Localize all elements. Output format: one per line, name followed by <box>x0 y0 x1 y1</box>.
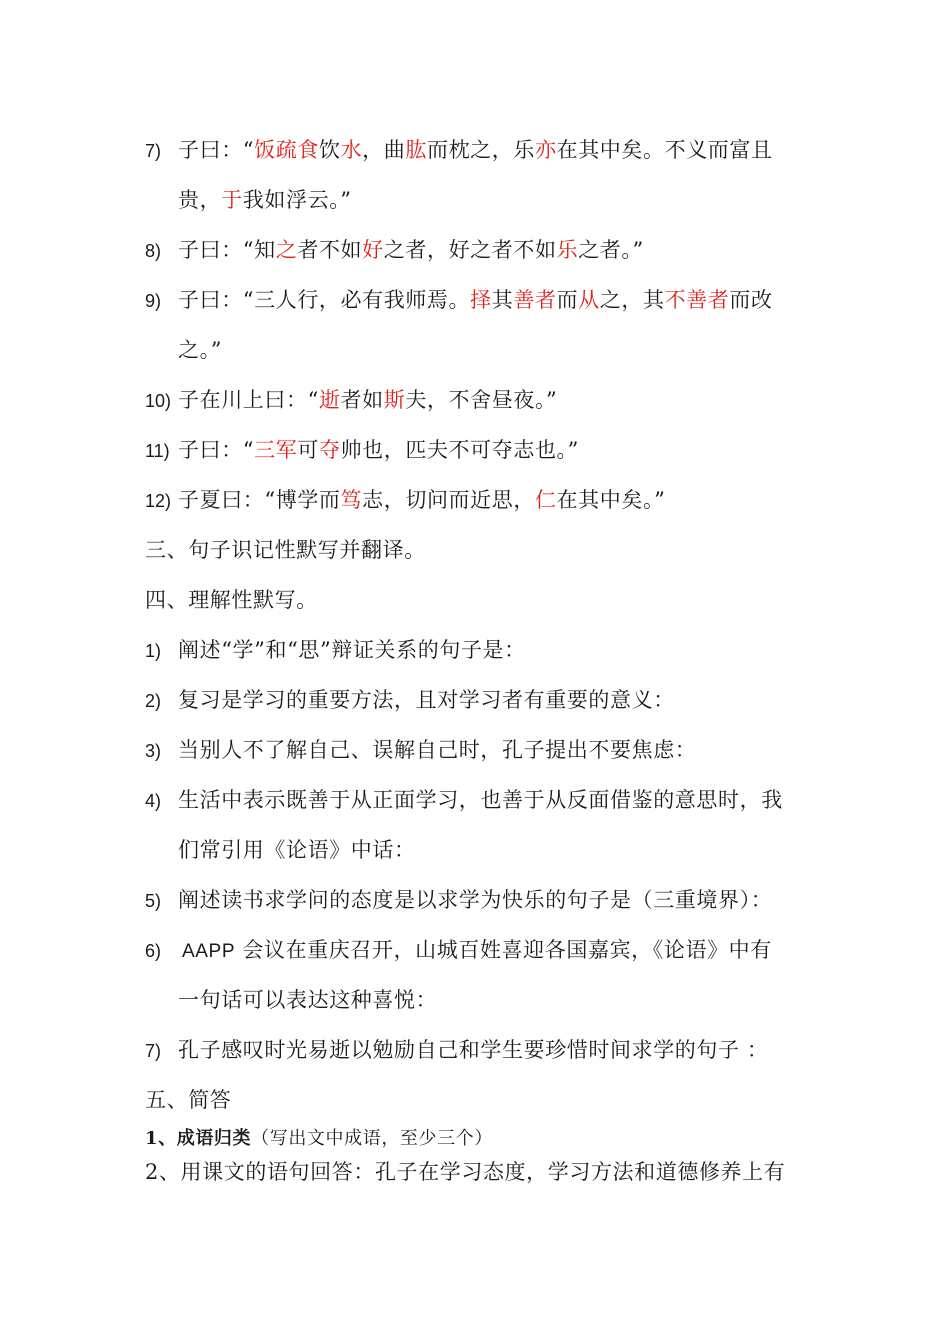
text-segment: 志，切问而近思， <box>362 488 535 512</box>
highlight-segment: 饭疏食 <box>254 138 319 162</box>
highlight-segment: 亦 <box>534 138 557 162</box>
highlight-segment: 斯 <box>383 388 406 412</box>
highlight-segment: 善者 <box>513 288 557 312</box>
item-text <box>178 135 773 165</box>
highlight-segment: 夺 <box>318 438 341 462</box>
highlight-segment: 不善者 <box>664 288 730 312</box>
text-segment: 子在川上曰：“ <box>178 388 319 412</box>
text-segment: 之者。” <box>578 238 644 262</box>
text-segment: 在其中矣。” <box>556 488 666 512</box>
item-number: 8) <box>145 241 162 261</box>
highlight-segment: 水 <box>340 138 363 162</box>
item-text: 复习是学习的重要方法，且对学习者有重要的意义： <box>178 688 675 712</box>
item-number: 3) <box>145 741 162 761</box>
item-number: 1) <box>145 641 162 661</box>
item-text: 当别人不了解自己、误解自己时，孔子提出不要焦虑： <box>178 738 697 762</box>
text-segment: 而枕之，乐 <box>426 138 535 162</box>
item-text <box>178 485 665 515</box>
text-segment: 贵， <box>178 188 222 212</box>
item-text <box>178 435 579 465</box>
highlight-segment: 好 <box>362 238 384 262</box>
highlight-segment: 笃 <box>340 488 363 512</box>
abbreviation: AAPP <box>182 941 236 962</box>
highlight-segment: 从 <box>578 288 600 312</box>
item-continuation <box>178 185 352 215</box>
item-number: 10) <box>145 391 172 411</box>
text-segment: 饮 <box>318 138 341 162</box>
item-number: 7) <box>145 1041 162 1061</box>
item-number: 6) <box>145 941 162 961</box>
text-segment: ，曲 <box>362 138 406 162</box>
text-segment: 其 <box>491 288 514 312</box>
text-segment: 子曰：“三人行，必有我师焉。 <box>178 288 471 312</box>
question-2: 2、用课文的语句回答：孔子在学习态度，学习方法和道德修养上有 <box>145 1160 786 1184</box>
text-segment: 而改 <box>729 288 773 312</box>
text-segment: 之。” <box>178 338 223 362</box>
text-segment: 子曰：“知 <box>178 238 276 262</box>
item-text: 阐述读书求学问的态度是以求学为快乐的句子是（三重境界）： <box>178 888 773 912</box>
item-text: 阐述“学”和“思”辩证关系的句子是： <box>178 638 526 662</box>
item-text <box>178 385 557 415</box>
section-heading-5: 五、简答 <box>145 1088 232 1112</box>
question-note: （写出文中成语，至少三个） <box>251 1128 493 1149</box>
highlight-segment: 肱 <box>405 138 427 162</box>
highlight-segment: 三军 <box>254 438 298 462</box>
item-number: 2) <box>145 691 162 711</box>
text-segment: 夫，不舍昼夜。” <box>405 388 558 412</box>
text-segment: 之者，好之者不如 <box>383 238 557 262</box>
item-text: 孔子感叹时光易逝以勉励自己和学生要珍惜时间求学的句子 ： <box>178 1038 769 1062</box>
text-segment: 子曰：“ <box>178 438 255 462</box>
question-1 <box>145 1122 493 1154</box>
item-text: 生活中表示既善于从正面学习，也善于从反面借鉴的意思时，我 <box>178 788 783 812</box>
text-segment: 我如浮云。” <box>242 188 352 212</box>
section-heading-4: 四、理解性默写。 <box>145 588 318 612</box>
highlight-segment: 乐 <box>556 238 579 262</box>
item-number: 4) <box>145 791 162 811</box>
text-segment: 者不如 <box>297 238 363 262</box>
question-label: 1、成语归类 <box>145 1128 252 1149</box>
highlight-segment: 之 <box>275 238 298 262</box>
highlight-segment: 逝 <box>318 388 341 412</box>
item-number: 12) <box>145 491 172 511</box>
text-segment: 之，其 <box>599 288 665 312</box>
highlight-segment: 于 <box>221 188 243 212</box>
item-text <box>178 235 644 265</box>
text-segment: 而 <box>556 288 579 312</box>
text-segment: 在其中矣。不义而富且 <box>556 138 773 162</box>
text-segment: 者如 <box>340 388 384 412</box>
text-segment: 子曰：“ <box>178 138 255 162</box>
item-continuation: 一句话可以表达这种喜悦： <box>178 988 438 1012</box>
item-number: 7) <box>145 141 162 161</box>
item-text <box>182 935 772 967</box>
item-number: 5) <box>145 891 162 911</box>
highlight-segment: 仁 <box>534 488 557 512</box>
text-segment: 子夏曰：“博学而 <box>178 488 341 512</box>
item-number: 11) <box>145 441 170 461</box>
item-text <box>178 285 773 315</box>
item-number: 9) <box>145 291 162 311</box>
item-continuation <box>178 335 222 365</box>
highlight-segment: 择 <box>470 288 492 312</box>
text-segment: 可 <box>297 438 319 462</box>
text-segment: 会议在重庆召开，山城百姓喜迎各国嘉宾，《论语》中有 <box>242 938 772 962</box>
section-heading-3: 三、句子识记性默写并翻译。 <box>145 538 426 562</box>
text-segment: 帅也，匹夫不可夺志也。” <box>340 438 579 462</box>
item-continuation: 们常引用《论语》中话： <box>178 838 416 862</box>
